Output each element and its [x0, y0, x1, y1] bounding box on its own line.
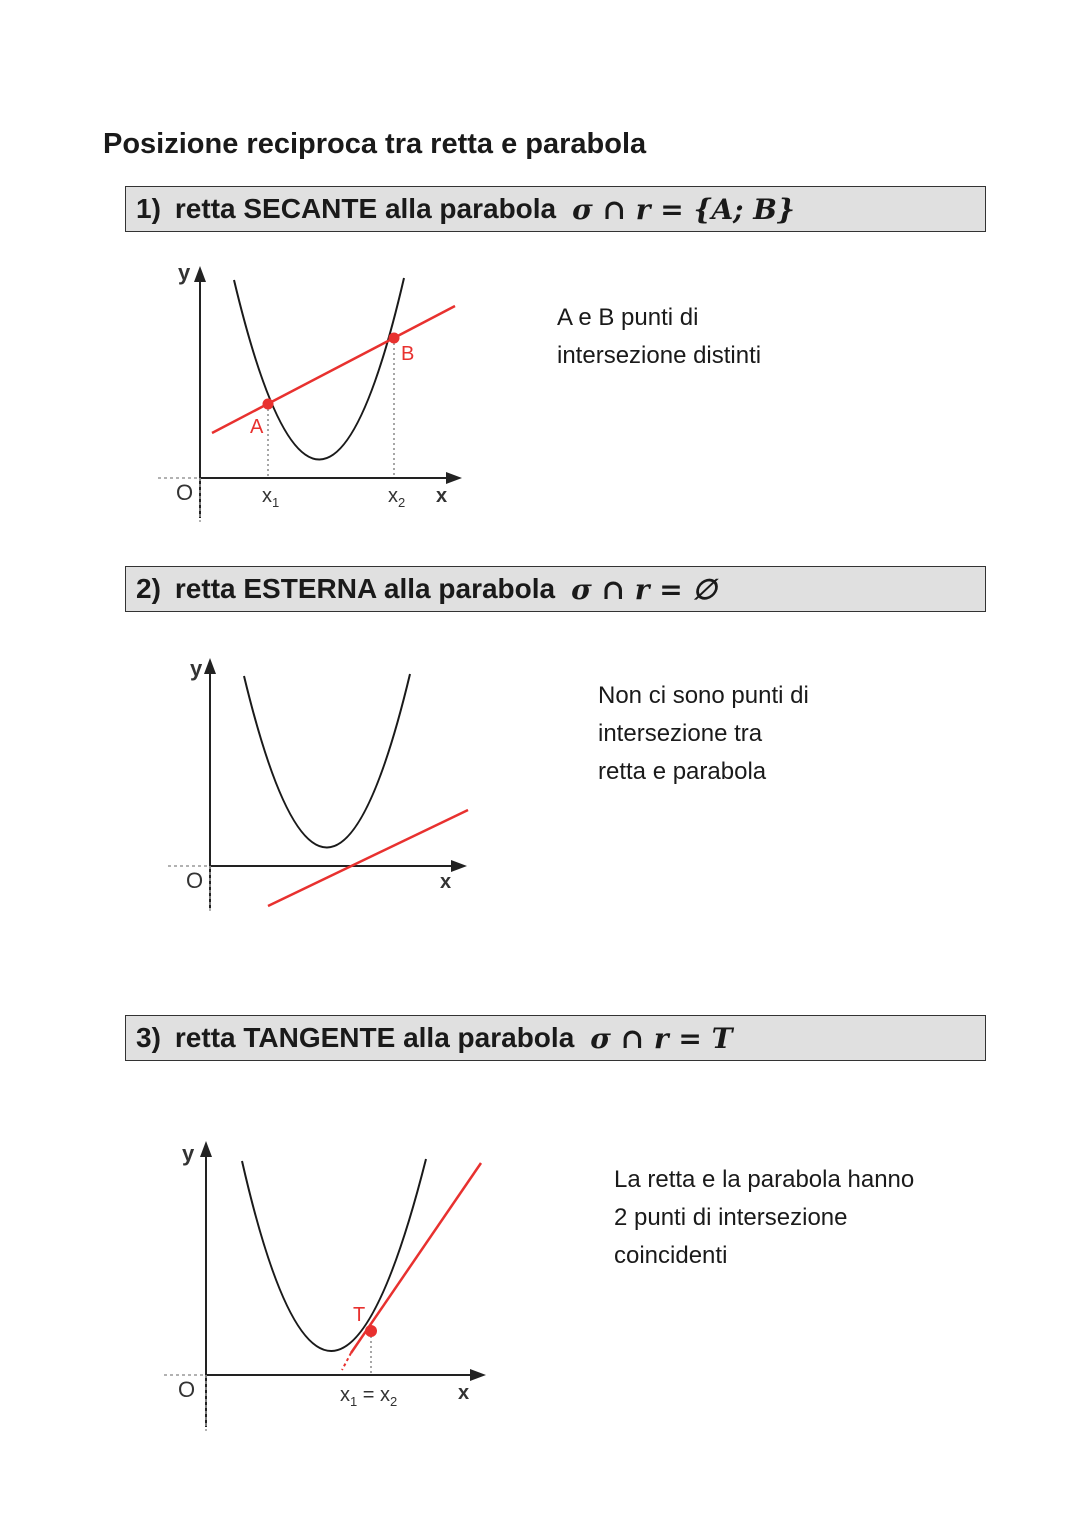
origin-label: O [176, 480, 194, 505]
description-line: coincidenti [614, 1242, 728, 1269]
point-b-label: B [401, 343, 415, 365]
y-axis-label: y [190, 656, 203, 681]
description-line: A e B punti di [557, 304, 699, 331]
description-line: intersezione distinti [557, 342, 762, 369]
tangent-graph [146, 1125, 486, 1435]
x-axis-label: x [458, 1382, 470, 1404]
point-a-label: A [250, 416, 264, 438]
point-a-marker [263, 399, 274, 410]
section-1-header [125, 186, 986, 232]
point-t-marker [365, 1325, 377, 1337]
section-2-header [125, 566, 986, 612]
origin-label: O [178, 1377, 196, 1402]
section-3-description [614, 1161, 914, 1275]
description-line: La retta e la parabola hanno [614, 1166, 915, 1193]
x-axis-label: x [440, 871, 452, 893]
section-formula: σ ∩ r = T [590, 1021, 733, 1055]
point-t-label: T [353, 1304, 366, 1326]
point-b-marker [389, 333, 400, 344]
section-number: 1) [136, 193, 161, 224]
origin-label: O [186, 868, 204, 893]
section-heading: retta SECANTE alla parabola [174, 193, 557, 224]
x-axis-label: x [436, 485, 448, 507]
description-line: 2 punti di intersezione [614, 1204, 848, 1231]
x1-equals-x2-label: $x_1 = x_2$ [340, 1384, 398, 1409]
description-line: retta e parabola [598, 758, 767, 785]
section-3-header [125, 1015, 986, 1061]
section-heading: retta ESTERNA alla parabola [174, 573, 556, 604]
external-graph [150, 640, 490, 920]
section-heading: retta TANGENTE alla parabola [174, 1022, 575, 1053]
section-formula: σ ∩ r = ∅ [571, 572, 717, 606]
secant-graph [140, 250, 480, 530]
description-line: Non ci sono punti di [598, 682, 809, 709]
section-formula: σ ∩ r = {A; B} [572, 192, 795, 226]
x1-label: $x_1$ [262, 485, 280, 510]
description-line: intersezione tra [598, 720, 763, 747]
section-1-description [557, 299, 761, 375]
section-number: 2) [136, 573, 161, 604]
page-title: Posizione reciproca tra retta e parabola [103, 128, 647, 160]
section-2-description [598, 677, 809, 791]
y-axis-label: y [178, 260, 191, 285]
x2-label: $x_2$ [388, 485, 406, 510]
y-axis-label: y [182, 1141, 195, 1166]
section-number: 3) [136, 1022, 161, 1053]
